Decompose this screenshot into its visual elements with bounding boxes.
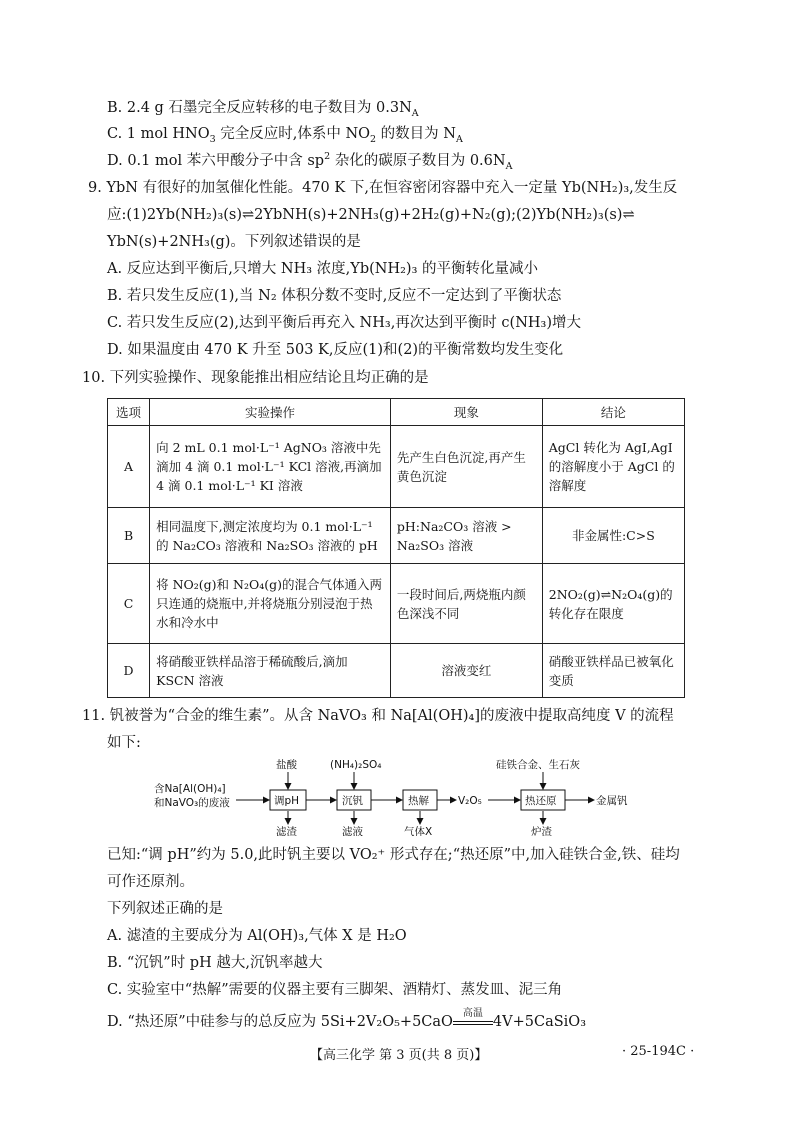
- q11-option-b: B. “沉钒”时 pH 越大,沉钒率越大: [107, 955, 323, 971]
- row-option: D: [108, 644, 150, 698]
- q11-known-line2: 可作还原剂。: [107, 874, 194, 890]
- q8-option-d: D. 0.1 mol 苯六甲酸分子中含 $sp^2$ 杂化的碳原子数目为 $0.6N_A$: [107, 151, 513, 172]
- header-option: 选项: [108, 399, 150, 426]
- q9-option-c: C. 若只发生反应(2),达到平衡后再充入 NH₃,再次达到平衡时 c(NH₃)增大: [107, 315, 581, 331]
- q11-known-line1: 已知:“调 pH”约为 5.0,此时钒主要以 VO₂⁺ 形式存在;“热还原”中,加入硅铁合金,铁、硅均: [107, 847, 680, 863]
- table-row: [108, 564, 685, 644]
- q11-option-a: A. 滤渣的主要成分为 Al(OH)₃,气体 X 是 H₂O: [107, 928, 407, 944]
- q9-stem-line1: 9. YbN 有很好的加氢催化性能。470 K 下,在恒容密闭容器中充入一定量 Yb(NH₂)₃,发生反: [88, 180, 678, 196]
- row-operation: 将 NO₂(g)和 N₂O₄(g)的混合气体通入两只连通的烧瓶中,并将烧瓶分别浸泡于热水和冷水中: [150, 564, 391, 644]
- row-conclusion: 硝酸亚铁样品已被氧化变质: [542, 644, 684, 698]
- row-phenomenon: 溶液变红: [390, 644, 542, 698]
- row-option: A: [108, 426, 150, 508]
- row-conclusion: 非金属性:C>S: [542, 508, 684, 564]
- experiment-table: [107, 398, 685, 698]
- footer-page-info: 【高三化学 第 3 页(共 8 页)】: [310, 1048, 488, 1063]
- q9-stem-line3: YbN(s)+2NH₃(g)。下列叙述错误的是: [107, 234, 361, 250]
- row-option: C: [108, 564, 150, 644]
- reaction-condition: [453, 1008, 493, 1032]
- row-option: B: [108, 508, 150, 564]
- step-label-pyrolysis: 热解: [408, 795, 429, 807]
- row-phenomenon: pH:Na₂CO₃ 溶液 > Na₂SO₃ 溶液: [390, 508, 542, 564]
- equals-sign: [453, 1021, 493, 1025]
- input-ferrosilicon-quicklime: 硅铁合金、生石灰: [496, 759, 580, 771]
- product-vanadium: 金属钒: [596, 795, 628, 807]
- input-ammonium-sulfate: (NH₄)₂SO₄: [330, 759, 382, 771]
- q11-stem-line2: 如下:: [107, 735, 141, 751]
- header-operation: 实验操作: [150, 399, 391, 426]
- row-conclusion: 2NO₂(g)⇌N₂O₄(g)的转化存在限度: [542, 564, 684, 644]
- step-label-thermal-reduction: 热还原: [525, 795, 557, 807]
- footer-code: · 25-194C ·: [622, 1044, 695, 1059]
- header-conclusion: 结论: [542, 399, 684, 426]
- step-label-adjust-ph: 调pH: [274, 795, 300, 807]
- q11-stem-line1: 11. 钒被誉为“合金的维生素”。从含 NaVO₃ 和 Na[Al(OH)₄]的废液中提取高纯度 V 的流程: [82, 708, 674, 724]
- output-residue: 滤渣: [276, 826, 297, 836]
- q9-option-b: B. 若只发生反应(1),当 N₂ 体积分数不变时,反应不一定达到了平衡状态: [107, 288, 562, 304]
- intermediate-v2o5: V₂O₅: [458, 795, 482, 807]
- q9-option-d: D. 如果温度由 470 K 升至 503 K,反应(1)和(2)的平衡常数均发生变化: [107, 342, 564, 358]
- output-slag: 炉渣: [531, 826, 552, 836]
- q9-stem-line2: 应:(1)2Yb(NH₂)₃(s)⇌2YbNH(s)+2NH₃(g)+2H₂(g)+N₂(g);(2)Yb(NH₂)₃(s)⇌: [107, 207, 635, 223]
- table-row: [108, 426, 685, 508]
- q8-option-c: C. 1 mol $HNO_3$ 完全反应时,体系中 $NO_2$ 的数目为 $N_A$: [107, 126, 463, 145]
- table-row: [108, 508, 685, 564]
- row-conclusion: AgCl 转化为 AgI,AgI 的溶解度小于 AgCl 的溶解度: [542, 426, 684, 508]
- header-phenomenon: 现象: [390, 399, 542, 426]
- row-operation: 向 2 mL 0.1 mol·L⁻¹ AgNO₃ 溶液中先滴加 4 滴 0.1 mol·L⁻¹ KCl 溶液,再滴加 4 滴 0.1 mol·L⁻¹ KI 溶液: [150, 426, 391, 508]
- table-row: [108, 644, 685, 698]
- feed-label-1: 含Na[Al(OH)₄]: [154, 783, 226, 795]
- table-header-row: [108, 399, 685, 426]
- row-operation: 相同温度下,测定浓度均为 0.1 mol·L⁻¹ 的 Na₂CO₃ 溶液和 Na₂SO₃ 溶液的 pH: [150, 508, 391, 564]
- process-flow-diagram: [150, 756, 670, 836]
- condition-high-temp: 高温: [462, 1008, 483, 1019]
- q11-option-d: D. “热还原”中硅参与的总反应为 5Si+2V₂O₅+5CaO 高温 4V+5CaSiO₃: [107, 1008, 587, 1030]
- q11-option-c: C. 实验室中“热解”需要的仪器主要有三脚架、酒精灯、蒸发皿、泥三角: [107, 982, 563, 998]
- step-label-precipitate-v: 沉钒: [342, 795, 363, 807]
- row-phenomenon: 先产生白色沉淀,再产生黄色沉淀: [390, 426, 542, 508]
- row-operation: 将硝酸亚铁样品溶于稀硫酸后,滴加 KSCN 溶液: [150, 644, 391, 698]
- output-filtrate: 滤液: [342, 826, 363, 836]
- feed-label-2: 和NaVO₃的废液: [154, 797, 230, 809]
- input-hcl: 盐酸: [276, 759, 297, 771]
- q11-question: 下列叙述正确的是: [107, 901, 223, 917]
- q9-option-a: A. 反应达到平衡后,只增大 NH₃ 浓度,Yb(NH₂)₃ 的平衡转化量减小: [107, 261, 539, 277]
- row-phenomenon: 一段时间后,两烧瓶内颜色深浅不同: [390, 564, 542, 644]
- output-gas-x: 气体X: [404, 826, 433, 836]
- q10-stem: 10. 下列实验操作、现象能推出相应结论且均正确的是: [82, 370, 429, 386]
- q8-option-b: B. 2.4 g 石墨完全反应转移的电子数目为 $0.3N_A$: [107, 100, 419, 119]
